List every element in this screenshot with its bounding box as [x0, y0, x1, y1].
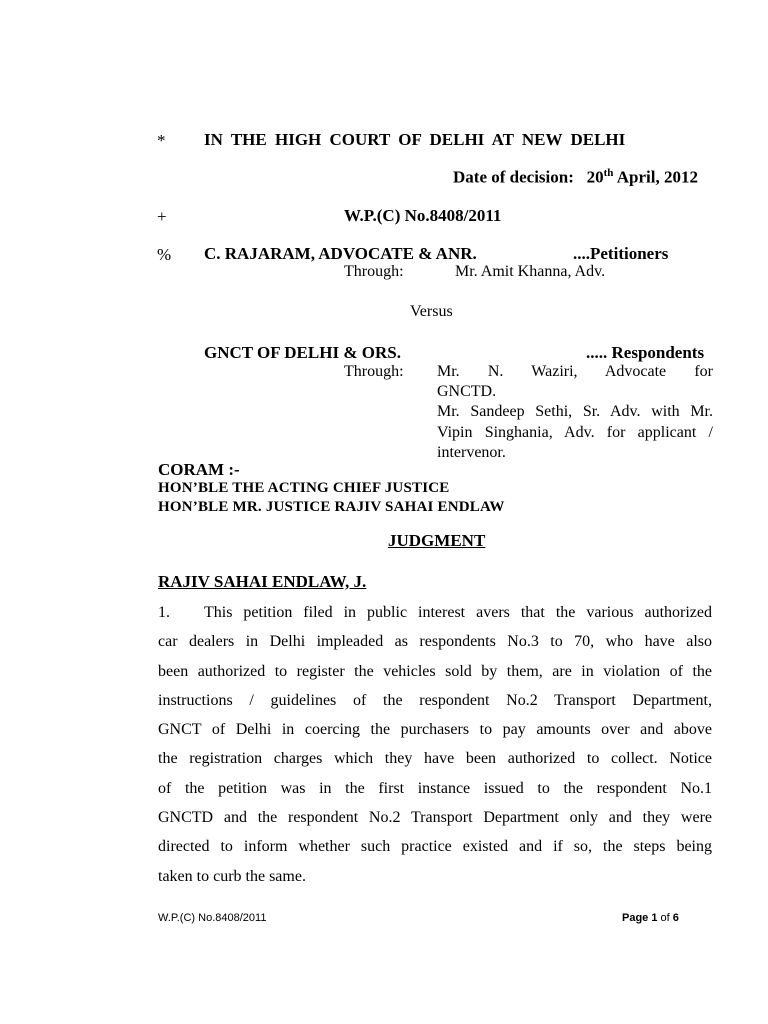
paragraph-1 [158, 598, 712, 891]
header-asterisk: * [157, 131, 166, 150]
footer-page-label: Page [622, 912, 649, 924]
coram-judge: HON’BLE THE ACTING CHIEF JUSTICE [158, 480, 450, 496]
case-mark: + [157, 207, 167, 226]
respondent-counsel-line: intervenor. [437, 443, 506, 461]
footer-page-total: 6 [672, 912, 679, 924]
decision-label: Date of decision: [453, 167, 574, 187]
paragraph-line: GNCTD and the respondent No.2 Transport Department only and they were [158, 809, 712, 827]
decision-month-year: April, 2012 [616, 167, 698, 187]
judgment-author: RAJIV SAHAI ENDLAW, J. [158, 572, 367, 591]
paragraph-line: been authorized to register the vehicles sold by them, are in violation of the [158, 662, 712, 680]
decision-date [453, 167, 698, 188]
respondent-counsel-line: GNCTD. [437, 383, 497, 401]
respondent-through-label: Through: [344, 363, 404, 380]
paragraph-number: 1. [158, 604, 170, 621]
paragraph-line: car dealers in Delhi impleaded as respondents No.3 to 70, who have also [158, 633, 712, 651]
respondent-role: ..... Respondents [586, 343, 705, 362]
paragraph-line: taken to curb the same. [158, 867, 306, 885]
respondent-counsel [437, 362, 713, 463]
paragraph-line: GNCT of Delhi in coercing the purchasers to pay amounts over and above [158, 721, 712, 739]
judgment-heading: JUDGMENT [388, 531, 486, 550]
petitioner-mark: % [157, 245, 172, 264]
respondent-counsel-line: Vipin Singhania, Adv. for applicant / [437, 423, 713, 441]
petitioner-name: C. RAJARAM, ADVOCATE & ANR. [204, 244, 477, 263]
paragraph-line: of the petition was in the first instance issued to the respondent No.1 [158, 779, 712, 797]
paragraph-line: directed to inform whether such practice existed and if so, the steps being [158, 838, 712, 856]
paragraph-line [158, 598, 712, 627]
case-number: W.P.(C) No.8408/2011 [344, 206, 502, 225]
respondent-counsel-line: Mr. N. Waziri, Advocate for [437, 363, 713, 380]
versus-label: Versus [410, 303, 453, 320]
footer-page-of: of [660, 912, 670, 924]
footer-case-ref: W.P.(C) No.8408/2011 [158, 912, 267, 924]
decision-day: 20 [586, 167, 604, 187]
court-title: IN THE HIGH COURT OF DELHI AT NEW DELHI [204, 130, 626, 149]
coram-judge: HON’BLE MR. JUSTICE RAJIV SAHAI ENDLAW [158, 499, 505, 515]
petitioner-role: ....Petitioners [573, 244, 669, 263]
respondent-name: GNCT OF DELHI & ORS. [204, 343, 401, 362]
respondent-counsel-line: Mr. Sandeep Sethi, Sr. Adv. with Mr. [437, 403, 713, 421]
paragraph-line-text: This petition filed in public interest avers that the various authorized [204, 604, 712, 621]
petitioner-counsel: Mr. Amit Khanna, Adv. [455, 263, 606, 280]
petitioner-through-label: Through: [344, 263, 404, 280]
coram-label: CORAM :- [158, 460, 240, 479]
footer-page-current: 1 [651, 912, 658, 924]
paragraph-line: the registration charges which they have been authorized to collect. Notice [158, 750, 712, 768]
footer-page-number [622, 912, 679, 924]
paragraph-line: instructions / guidelines of the respondent No.2 Transport Department, [158, 691, 712, 709]
decision-day-suffix: th [603, 167, 614, 179]
